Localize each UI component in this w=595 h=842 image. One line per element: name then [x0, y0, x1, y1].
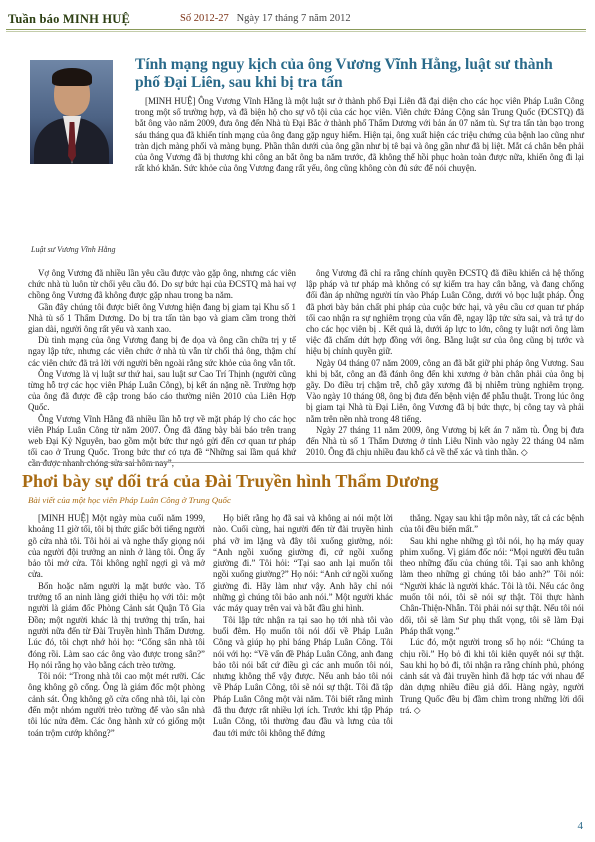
paragraph: thẳng. Ngay sau khi tập môn này, tất cả các bệnh của tôi đều biến mất.” [400, 513, 584, 535]
paragraph: Dù tình mạng của ông Vương đang bị đe dọa và ông cần chữa trị y tế ngay lập tức, nhưng các viên chức ở nhà tù vẫn từ chối thả ông, thậm chí các viên chức đã trả lời với người bên ngoài rằng sức khỏe của ông vẫn tốt. [28, 335, 296, 368]
publication-brand: Tuần báo MINH HUỆ [8, 12, 131, 26]
article2-column-2 [213, 513, 393, 739]
article2-column-1 [28, 513, 205, 739]
paragraph: Họ biết rằng họ đã sai và không ai nói một lời nào. Cuối cùng, hai người đến từ đài truyền hình phá vỡ im lặng và đây tôi xuống giường, nói: “Anh ngồi xuống giường đi, cứ ngồi xuống giường đi.” Tôi hỏi: “Tại sao anh lại muốn tôi ngồi xuống giường?” Họ nói: “Anh cứ ngồi xuống giường đi. Hãy làm như vậy. Anh hãy chỉ nói những gì chúng tôi bảo anh nói.” Một người khác vác máy quay trên vai và bắt đầu ghi hình. [213, 513, 393, 614]
issue-date: Ngày 17 tháng 7 năm 2012 [236, 13, 351, 24]
paragraph: Ngày 04 tháng 07 năm 2009, công an đã bắt giữ phi pháp ông Vương. Sau khi bị bắt, công an đã đánh ông đến khi xương ở bàn chân phải của ông bị gãy. Do điều trị chậm trễ, chỗ gãy xương đã bị nhiễm trùng nghiêm trọng. Vào ngày 10 tháng 08, ông bị đưa đến bệnh viện để phẫu thuật. Trong lúc ông bị giam tại Nhà tù Đại Liên, ông Vương đã bị bức thực, bị công tay và phải nằm trên nền nhà trong 48 tiếng. [306, 357, 584, 424]
header-rule [6, 29, 586, 30]
issue-number: Số 2012-27 [180, 13, 229, 24]
article1-column-right [306, 268, 584, 458]
photo-caption: Luật sư Vương Vĩnh Hằng [31, 245, 116, 254]
article1-title: Tính mạng nguy kịch của ông Vương Vĩnh Hằng, luật sư thành phố Đại Liên, sau khi bị tra tấn [135, 56, 553, 91]
paragraph: ông Vương đã chỉ ra rằng chính quyền ĐCSTQ đã điều khiển cả hệ thống lập pháp và tư pháp mà không có sự kiểm tra hay cân bằng, và đang chống đối đàn áp những người tín vào Pháp Luân Công, dưới vỏ bọc luật pháp. Ông đã phơi bày bản chất phi pháp của cuộc bức hại, và yêu cầu cơ quan tư pháp tối cao nhận ra sự nghiêm trọng của vấn đề, ngay lập tức sửa sai, và trả tự do cho các học viên bị . Kết quả là, dưới áp lực to lớn, công ty luật nơi ông làm việc đã chấm dứt hợp đồng với ông. Bằng luật sư của ông cũng bị tước và hiệu bị chính quyền giữ. [306, 268, 584, 357]
article1-column-left [28, 268, 296, 470]
paragraph: Bốn hoặc năm người lạ mặt bước vào. Tổ trưởng tổ an ninh làng giới thiệu họ với tôi: một người là giám đốc Phòng Cảnh sát Quận Tô Gia Đồn; một người khác là thị trưởng thị trấn, hai người nữa đến từ Đài Truyền hình Thẩm Dương. Lúc đó, tôi chợt nhớ hỏi họ: “Cổng sân nhà tôi đóng rồi. Làm sao các ông vào được trong sân?” Họ nói rằng họ vào bằng cách trèo tường. [28, 580, 205, 670]
article1-lead: [MINH HUỆ] Ông Vương Vĩnh Hằng là một luật sư ở thành phố Đại Liên đã đại diện cho các học viên Pháp Luân Công trong một số trường hợp, và đã biện hộ cho sự vô tội của các học viên. Viên chức Đảng Cộng sản Trung Quốc (ĐCSTQ) đã bắt ông vào năm 2009, đưa ông đến Nhà tù Đại Bắc ở thành phố Thẩm Dương với bản án 07 năm tù. Sự tra tấn tàn bạo trong sáu tháng qua đã khiến tính mạng của ông đang gặp nguy hiểm. Hiện tại, ông xuất hiện các triệu chứng của bệnh lao cũng như tràn dịch màng phổi và màng bụng. Phần thân dưới của ông gần như bị tê bại và ông gần như đã bị liệt. Mắt cá chân bên phải của ông Vương đã bị thương khi công an bắt ông ba năm trước, đã không thể hồi phục hoàn toàn được nữa, khiến ông đi lại rất khó khăn. Sức khỏe của ông Vương đang rất yếu, ông cũng không còn đủ sức để nói chuyện. [135, 96, 584, 174]
header-rule-thin [6, 31, 586, 32]
issue-info [180, 13, 351, 24]
paragraph: [MINH HUỆ] Một ngày mùa cuối năm 1999, khoảng 11 giờ tối, tôi bị thức giấc bởi tiếng người gõ cửa nhà tôi. Tôi hỏi ai và nghe thấy giọng nói của người đội trưởng an ninh ở làng tôi. Ông ấy bảo tôi mở cửa. Tôi không nghĩ ngợi gì và mở cửa. [28, 513, 205, 580]
section-divider [28, 462, 584, 463]
paragraph: Vợ ông Vương đã nhiều lần yêu cầu được vào gặp ông, nhưng các viên chức nhà tù luôn từ chối yêu cầu đó. Do sự bức hại của ĐCSTQ mà hai vợ chồng ông Vương đã không được gặp nhau trong ba năm. [28, 268, 296, 301]
page-header [0, 0, 595, 36]
paragraph: Ông Vương Vĩnh Hằng đã nhiều lần hỗ trợ về mặt pháp lý cho các học viên Pháp Luân Công từ năm 2007. Ông đã đăng bày bài báo trên trang web Đại Kỷ Nguyên, bao gồm một bức thư ngỏ gửi đến cơ quan tư pháp tối cao ở Trung Quốc. Trong bức thư có tựa đề “Những sai lầm quá khứ cần được nhanh chóng sửa sai hôm nay”, [28, 413, 296, 469]
paragraph: Tôi lập tức nhận ra tại sao họ tới nhà tôi vào buổi đêm. Họ muốn tôi nói dối về Pháp Luân Công và giúp họ phỉ báng Pháp Luân Công. Tôi nói với họ: “Về vấn đề Pháp Luân Công, anh đang bảo tôi nói bất cứ điều gì các anh muốn tôi nói, nhưng không thể vậy được. Nếu anh bảo tôi nói về Pháp Luân Công, tôi sẽ nói sự thật. Tôi đã tập Pháp Luân Công một vài năm. Tôi biết rằng mình đã thu được rất nhiều lợi ích. Trước khi tập Pháp Luân Công, tôi thường đau đầu và lưng của tôi đau tới mức tôi không thể đứng [213, 614, 393, 738]
page-number: 4 [577, 820, 583, 832]
paragraph: Lúc đó, một người trong số họ nói: “Chúng ta chịu rồi.” Họ bỏ đi khi tôi kiên quyết nói sự thật. Sau khi họ bỏ đi, tôi nhận ra rằng chính phủ, phóng cảnh sát và đài truyền hình đã hợp tác với nhau để dàn dựng nhiều điều giả dối. Hàng ngày, người Trung Quốc đều bị đầm chìm trong những lời dối trá. ◇ [400, 637, 584, 716]
paragraph: Sau khi nghe những gì tôi nói, họ hạ máy quay phim xuống. Vị giám đốc nói: “Mọi người đều tuân theo những đấu của chúng tôi. Tại sao anh không làm theo những gì chúng tôi bảo anh?” Tôi nói: “Người khác là người khác. Tôi là tôi. Nếu các ông muốn tôi nói, tôi sẽ nói sự thật. Tôi thực hành Chân-Thiện-Nhẫn. Tôi phải nói sự thật. Nếu tôi nói dối, tôi sẽ làm Sư phụ thất vọng, tôi sẽ làm Đại Pháp thất vọng.” [400, 535, 584, 636]
paragraph: Ngày 27 tháng 11 năm 2009, ông Vương bị kết án 7 năm tù. Ông bị đưa đến Nhà tù số 1 Thẩm Dương ở tỉnh Liêu Ninh vào ngày 22 tháng 04 năm 2010. Ông đã chịu nhiều đau khổ cả về thể xác và tinh thần. ◇ [306, 424, 584, 458]
paragraph: Tôi nói: “Trong nhà tôi cao một mét rưỡi. Các ông không gõ cổng. Ông là giám đốc một phòng cảnh sát. Ông không gõ cửa cổng nhà tôi, lại còn đến một nhóm người trèo tường để vào sân nhà tôi lúc nửa đêm. Các ông hành xử có giống một toán trộm cướp không?” [28, 671, 205, 738]
article2-title: Phơi bày sự dối trá của Đài Truyền hình Thẩm Dương [22, 471, 439, 491]
lawyer-portrait-photo [30, 60, 113, 164]
article2-column-3 [400, 513, 584, 716]
paragraph: Ông Vương là vị luật sư thứ hai, sau luật sư Cao Trí Thịnh (người cũng từng hỗ trợ các học viên Pháp Luân Công), bị kết án nặng nề. Trường hợp của ông đã được đề cập trong báo cáo thường niên 2010 của Liên Hợp Quốc. [28, 368, 296, 413]
article2-subtitle: Bài viết của một học viên Pháp Luân Công ở Trung Quốc [28, 495, 231, 505]
paragraph: Gần đây chúng tôi được biết ông Vương hiện đang bị giam tại Khu số 1 Nhà tù số 1 Thẩm Dương. Do bị tra tấn tàn bạo và giam cầm trong thời gian dài, người ông rất yếu và xanh xao. [28, 301, 296, 335]
